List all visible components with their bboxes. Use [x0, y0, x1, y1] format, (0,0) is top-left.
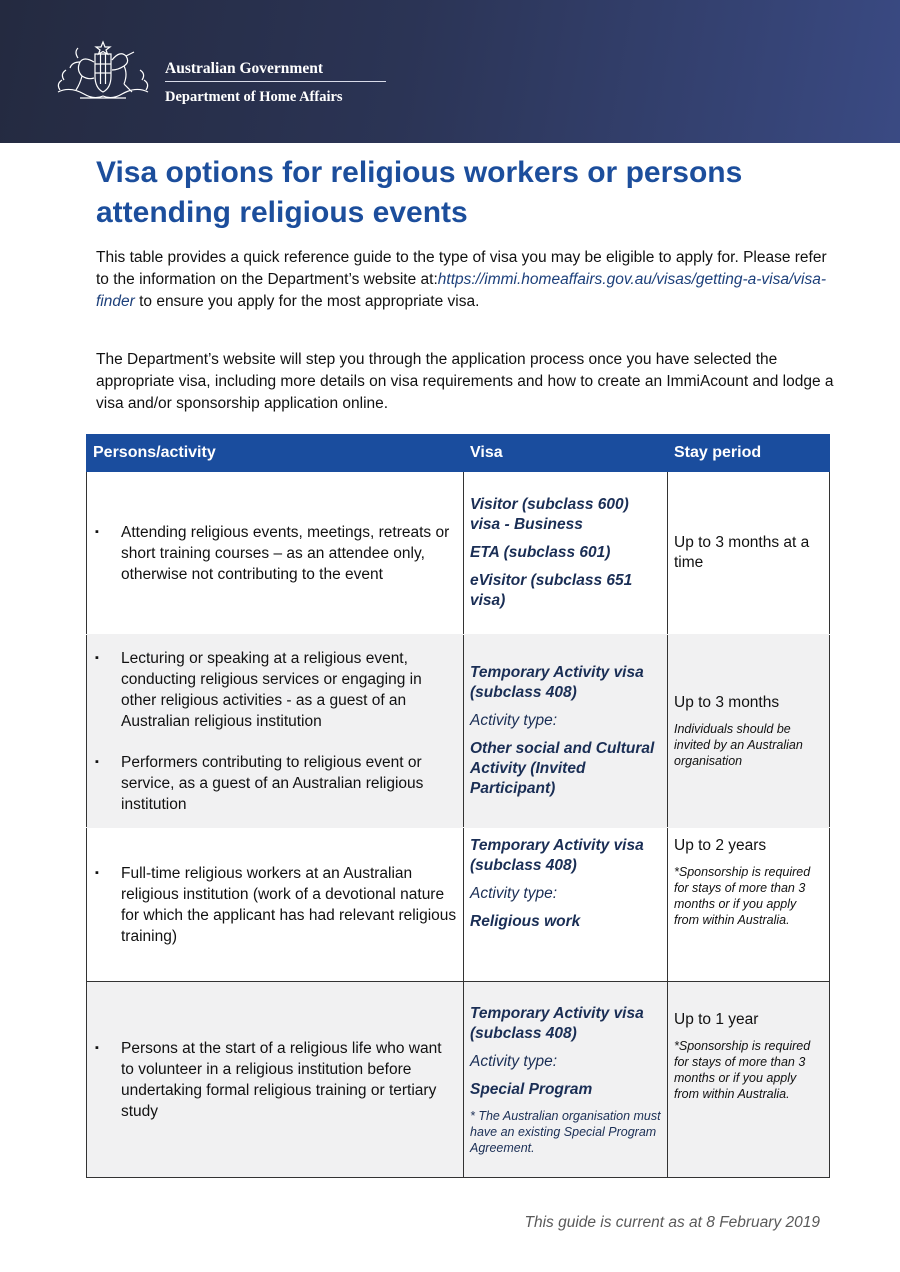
stay-period: Up to 3 months — [674, 694, 780, 711]
intro-text-before-link: This table provides a quick reference guide to the type of visa you may be eligible to apply for. Please refer to the information on the Department’s website at: — [96, 249, 827, 288]
stay-note: *Sponsorship is required for stays of more than 3 months or if you apply from within Australia. — [674, 1039, 811, 1101]
table-row — [87, 635, 830, 828]
table-header-row — [87, 435, 830, 472]
header-stay-period: Stay period — [668, 435, 830, 472]
stay-period: Up to 2 years — [674, 837, 767, 854]
activity-type-value: Religious work — [470, 913, 581, 930]
activity-type-label: Activity type: — [470, 1052, 557, 1070]
currency-footer: This guide is current as at 8 February 2019 — [524, 1214, 820, 1231]
header-visa: Visa — [464, 435, 668, 472]
page-header — [0, 0, 900, 143]
stay-cell — [668, 472, 830, 635]
activity-type-label: Activity type: — [470, 712, 557, 729]
activity-item: ▪ Full-time religious workers at an Australian religious institution (work of a devotional nature for which the applicant has had relevant religious training) — [121, 863, 457, 947]
visa-cell — [464, 472, 668, 635]
activity-item: ▪ Attending religious events, meetings, retreats or short training courses – as an attendee only, otherwise not contributing to the event — [121, 522, 457, 585]
activity-type-value: Other social and Cultural Activity (Invited Participant) — [470, 740, 655, 797]
intro-paragraph-2: The Department’s website will step you through the application process once you have selected the appropriate visa, including more details on visa requirements and how to create an ImmiAcount and lodge a visa and/or sponsorship application online. — [96, 351, 834, 412]
stay-cell — [668, 982, 830, 1178]
government-name: Australian Government — [165, 60, 324, 77]
stay-note: Individuals should be invited by an Australian organisation — [674, 722, 803, 768]
visa-cell — [464, 828, 668, 982]
coat-of-arms-icon — [50, 40, 156, 106]
stay-cell — [668, 635, 830, 828]
visa-cell — [464, 635, 668, 828]
visa-name: Visitor (subclass 600) visa - Business — [470, 496, 629, 533]
table-row — [87, 472, 830, 635]
intro-text-after-link: to ensure you apply for the most appropriate visa. — [134, 293, 480, 310]
visa-name: Temporary Activity visa (subclass 408) — [470, 837, 644, 874]
activity-cell — [87, 982, 464, 1178]
activity-type-label: Activity type: — [470, 885, 557, 902]
stay-period: Up to 1 year — [674, 1011, 759, 1028]
header-persons-activity: Persons/activity — [87, 435, 464, 472]
visa-name: Temporary Activity visa (subclass 408) — [470, 1004, 644, 1042]
activity-item: ▪ Performers contributing to religious event or service, as a guest of an Australian religious institution — [121, 752, 457, 815]
activity-cell — [87, 828, 464, 982]
table-row — [87, 828, 830, 982]
header-divider — [165, 81, 386, 82]
activity-item: ▪ Lecturing or speaking at a religious event, conducting religious services or engaging in other religious activities - as a guest of an Australian religious institution — [121, 648, 457, 732]
visa-name: Temporary Activity visa (subclass 408) — [470, 664, 644, 701]
visa-finder-link[interactable]: https://immi.homeaffairs.gov.au/visas/getting-a-visa/visa-finder — [96, 271, 826, 310]
stay-period: Up to 3 months at a time — [674, 534, 810, 571]
visa-name: ETA (subclass 601) — [470, 544, 611, 561]
activity-item: ▪ Persons at the start of a religious life who want to volunteer in a religious institution before undertaking formal religious training or tertiary study — [121, 1038, 457, 1122]
page-title: Visa options for religious workers or persons attending religious events — [96, 156, 743, 229]
table-row — [87, 982, 830, 1178]
department-name: Department of Home Affairs — [165, 89, 343, 105]
visa-cell — [464, 982, 668, 1178]
visa-name: eVisitor (subclass 651 visa) — [470, 572, 633, 609]
stay-note: *Sponsorship is required for stays of more than 3 months or if you apply from within Australia. — [674, 865, 811, 927]
activity-cell — [87, 635, 464, 828]
activity-type-value: Special Program — [470, 1080, 593, 1098]
visa-note: * The Australian organisation must have an existing Special Program Agreement. — [470, 1108, 661, 1155]
stay-cell — [668, 828, 830, 982]
visa-options-table — [86, 434, 830, 1178]
activity-cell — [87, 472, 464, 635]
intro-paragraph-1 — [96, 247, 836, 313]
